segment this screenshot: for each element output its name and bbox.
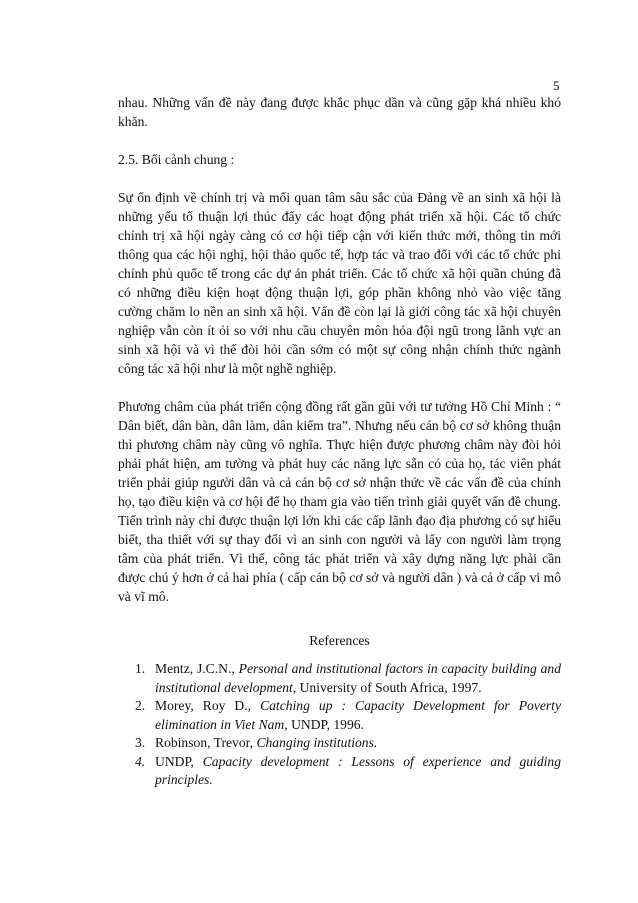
reference-title: Capacity development : Lessons of experience and guiding principles. [155,753,561,787]
paragraph-continuation: nhau. Những vấn đề này đang được khắc phục dần và cũng gặp khá nhiều khó khăn. [118,95,561,129]
reference-publisher: , UNDP, 1996. [284,716,364,732]
reference-number: 1. [135,661,146,676]
reference-item [118,734,561,753]
reference-publisher: , University of South Africa, 1997. [292,679,482,695]
reference-author: Robinson, Trevor, [155,735,257,750]
references-list [118,660,561,790]
reference-item [118,753,561,790]
reference-item [118,697,561,734]
page-number: 5 [553,78,560,93]
reference-author: Mentz, J.C.N., [155,661,239,676]
reference-number: 2. [135,698,146,713]
reference-number: 4. [135,753,146,769]
reference-title: Changing institutions. [256,735,378,750]
paragraph-context: Sự ổn định về chính trị và mối quan tâm sâu sắc của Đảng về an sinh xã hội là những yếu tố thuận lợi thúc đẩy các hoạt động phát triển xã hội. Các tổ chức chính trị xã hội ngày càng có cơ hội tiếp cận với kiến thức mới, thông tin mới thông qua các hội nghị, hội thảo quốc tế, hợp tác và trao đổi với các tổ chức phi chính phủ quốc tế trong các dự án phát triển. Các tổ chức xã hội quần chúng đã có những điều kiện hoạt động thuận lợi, góp phần không nhỏ vào việc tăng cường chăm lo nền an sinh xã hội. Vấn đề còn lại là giới công tác xã hội chuyên nghiệp vẫn còn ít ỏi so với nhu cầu chuyên môn hóa đội ngũ trong lãnh vực an sinh xã hội và vì thế đòi hỏi cần sớm có một sự công nhận chính thức ngành công tác xã hội như là một nghề nghiệp. [118,190,561,376]
reference-title: Catching up : Capacity Development for Poverty elimination in Viet Nam [155,698,561,732]
reference-item [118,660,561,697]
reference-number: 3. [135,735,146,750]
reference-title: Personal and institutional factors in capacity building and institutional development [155,661,561,695]
reference-author: UNDP, [155,753,203,769]
references-heading: References [309,633,370,648]
document-body [118,93,561,790]
section-heading: 2.5. Bối cảnh chung : [118,152,235,167]
paragraph-community-development: Phương châm của phát triển cộng đồng rất gần gũi với tư tưởng Hồ Chí Minh : “ Dân biết, dân bàn, dân làm, dân kiểm tra”. Nhưng nếu cán bộ cơ sở không thuận thì phương châm này cũng vô nghĩa. Thực hiện được phương châm này đòi hỏi phải phát hiện, am tường và phát huy các năng lực sẵn có của họ, tác viên phát triển phải giúp người dân và cả cán bộ cơ sở nhận thức về các vấn đề của chính họ, tạo điều kiện và cơ hội để họ tham gia vào tiến trình giải quyết vấn đề chung. Tiến trình này chỉ được thuận lợi lớn khi các cấp lãnh đạo địa phương có sự hiểu biết, tha thiết với sự thay đổi vì an sinh con người và lấy con người làm trọng tâm của phát triển. Vì thế, công tác phát triển và xây dựng năng lực phải cần được chú ý hơn ở cả hai phía ( cấp cán bộ cơ sở và người dân ) và cả ở cấp vi mô và vĩ mô. [118,399,561,604]
reference-author: Morey, Roy D., [155,698,261,713]
